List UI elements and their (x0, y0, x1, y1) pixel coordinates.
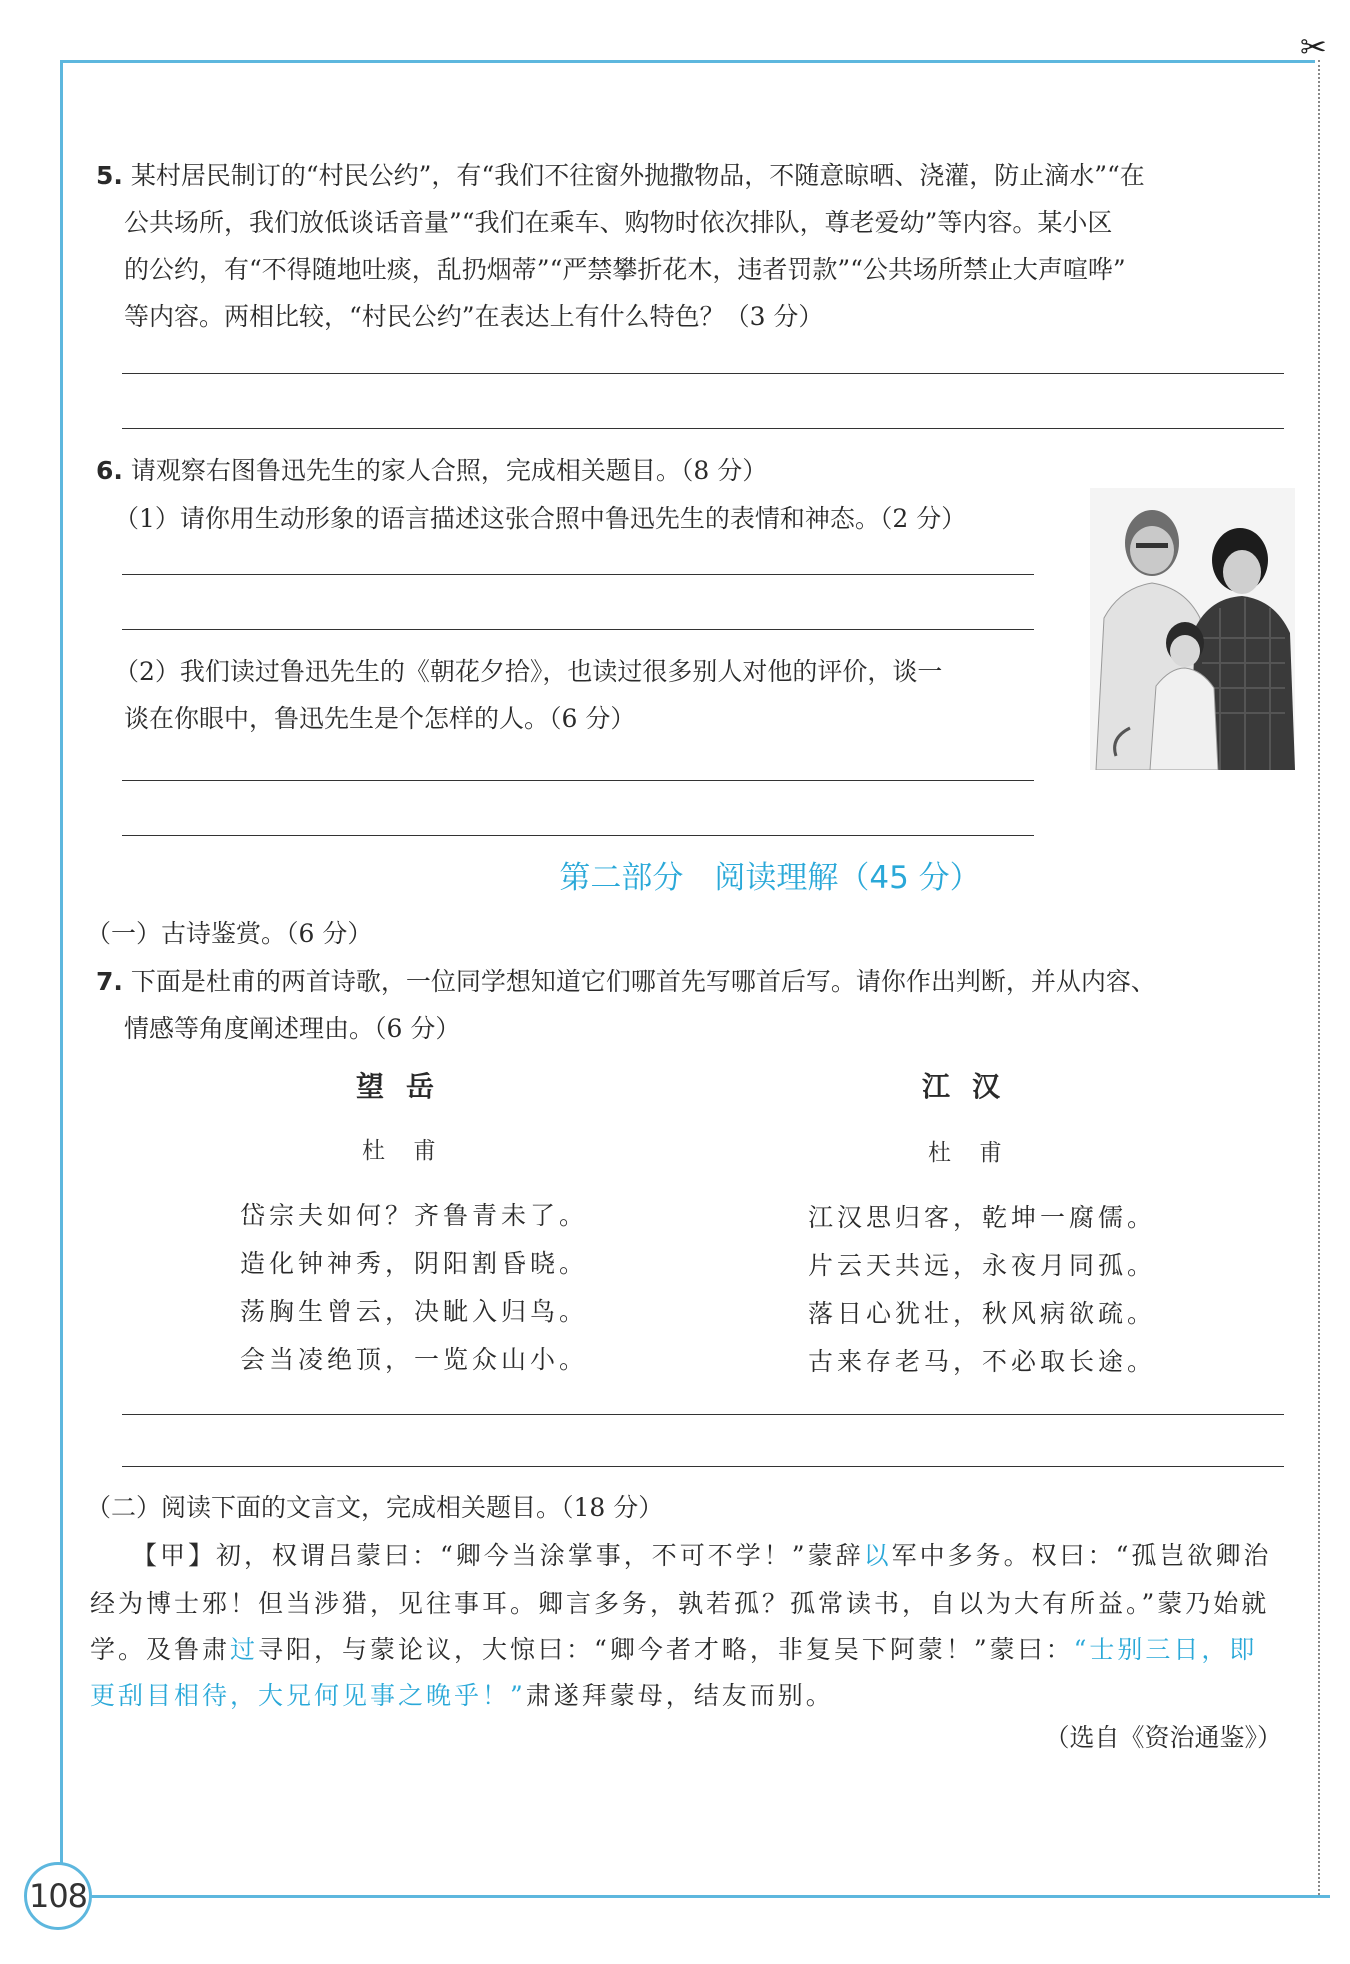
part1-heading: （一）古诗鉴赏。（6 分） (86, 919, 373, 948)
poem2-line-3: 落日心犹壮，秋风病欲疏。 (808, 1299, 1157, 1328)
q6-sub1-answer-line-1[interactable] (122, 574, 1034, 575)
poem1-line-3: 荡胸生曾云，决眦入归鸟。 (240, 1297, 589, 1326)
q7-answer-line-1[interactable] (122, 1414, 1284, 1415)
page-number: 108 (24, 1862, 92, 1930)
q5-line-2: 公共场所，我们放低谈话音量”“我们在乘车、购物时依次排队，尊老爱幼”等内容。某小区 (124, 208, 1113, 237)
passage-line-4 (90, 1672, 834, 1719)
passage-3c: 寻阳，与蒙论议，大惊曰：“卿今者才略，非复吴下阿蒙！”蒙曰： (258, 1635, 1074, 1664)
q5-number: 5. (96, 161, 123, 190)
passage-1b-highlight: 以 (863, 1541, 892, 1570)
poem1-line-2: 造化钟神秀，阴阳割昏晓。 (240, 1249, 589, 1278)
q7-line-1 (96, 958, 1156, 1005)
page-frame-left (60, 60, 63, 1895)
scissors-icon: ✂ (1300, 28, 1327, 66)
q6-sub2-line-1: （2）我们读过鲁迅先生的《朝花夕拾》，也读过很多别人对他的评价，谈一 (114, 657, 943, 686)
page-frame-bottom (60, 1895, 1330, 1898)
part2-heading: （二）阅读下面的文言文，完成相关题目。（18 分） (86, 1493, 664, 1522)
passage-1a: 【甲】初，权谓吕蒙曰：“卿今当涂掌事，不可不学！”蒙辞 (132, 1541, 864, 1570)
q5-answer-line-2[interactable] (122, 428, 1284, 429)
q6-number: 6. (96, 456, 123, 485)
poem1-line-4: 会当凌绝顶，一览众山小。 (240, 1345, 589, 1374)
q5-answer-line-1[interactable] (122, 373, 1284, 374)
q6-sub1: （1）请你用生动形象的语言描述这张合照中鲁迅先生的表情和神态。（2 分） (114, 504, 967, 533)
q6-sub1-answer-line-2[interactable] (122, 629, 1034, 630)
q7-number: 7. (96, 967, 123, 996)
section-2-title: 第二部分 阅读理解（45 分） (559, 860, 981, 896)
passage-1c: 军中多务。权曰：“孤岂欲卿治 (891, 1541, 1272, 1570)
passage-3d-highlight: “士别三日，即 (1073, 1635, 1258, 1664)
passage-line-2: 经为博士邪！但当涉猎，见往事耳。卿言多务，孰若孤？孤常读书，自以为大有所益。”蒙乃始就 (90, 1589, 1270, 1618)
q5-line-4: 等内容。两相比较，“村民公约”在表达上有什么特色？（3 分） (124, 302, 824, 331)
q7-answer-line-2[interactable] (122, 1466, 1284, 1467)
q6-stem-text: 请观察右图鲁迅先生的家人合照，完成相关题目。（8 分） (130, 456, 768, 485)
q6-sub2-answer-line-2[interactable] (122, 835, 1034, 836)
poem2-line-2: 片云天共远，永夜月同孤。 (808, 1251, 1157, 1280)
poem1-line-1: 岱宗夫如何？齐鲁青未了。 (240, 1201, 589, 1230)
poem2-author: 杜甫 (928, 1140, 1030, 1166)
passage-line-3 (90, 1626, 1257, 1673)
passage-3a: 学。及鲁肃 (90, 1635, 231, 1664)
poem1-title: 望岳 (356, 1070, 457, 1103)
q7-text-1: 下面是杜甫的两首诗歌，一位同学想知道它们哪首先写哪首后写。请你作出判断，并从内容、 (130, 967, 1156, 996)
q6-stem (96, 447, 767, 494)
cut-line (1318, 60, 1320, 1895)
q7-line-2: 情感等角度阐述理由。（6 分） (124, 1014, 461, 1043)
passage-source: （选自《资治通鉴》） (1044, 1723, 1282, 1752)
poem2-line-4: 古来存老马，不必取长途。 (808, 1347, 1157, 1376)
poem2-line-1: 江汉思归客，乾坤一腐儒。 (808, 1203, 1157, 1232)
q6-sub2-line-2: 谈在你眼中，鲁迅先生是个怎样的人。（6 分） (124, 704, 636, 733)
poem1-author: 杜甫 (362, 1138, 464, 1164)
passage-line-1 (132, 1532, 1271, 1579)
q5-text-1: 某村居民制订的“村民公约”，有“我们不往窗外抛撒物品，不随意晾晒、浇灌，防止滴水”“在 (130, 161, 1145, 190)
q5-line-3: 的公约，有“不得随地吐痰，乱扔烟蒂”“严禁攀折花木，违者罚款”“公共场所禁止大声喧哗” (124, 255, 1126, 284)
family-photo (1090, 488, 1295, 770)
passage-4b: 肃遂拜蒙母，结友而别。 (525, 1681, 834, 1710)
page-frame-top (60, 60, 1315, 63)
q6-sub2-answer-line-1[interactable] (122, 780, 1034, 781)
q5-line-1 (96, 152, 1145, 199)
poem2-title: 江汉 (922, 1070, 1023, 1103)
passage-4a-highlight: 更刮目相待，大兄何见事之晚乎！” (90, 1681, 526, 1710)
passage-3b-highlight: 过 (230, 1635, 259, 1664)
